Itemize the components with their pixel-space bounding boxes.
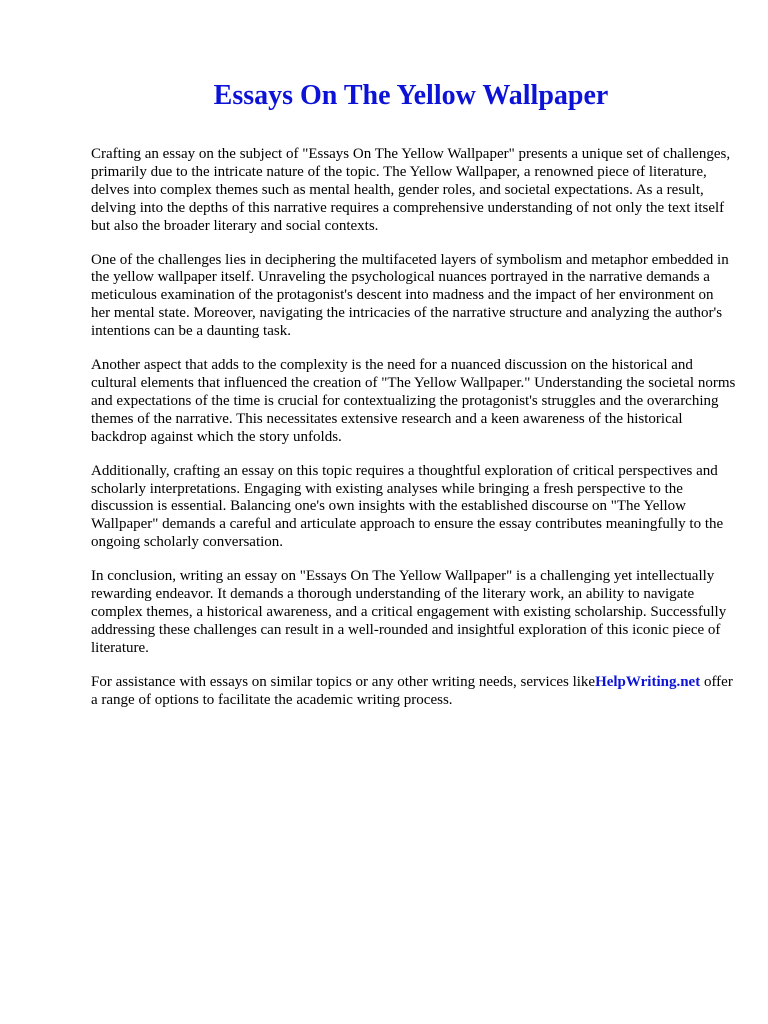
paragraph-4: Additionally, crafting an essay on this topic requires a thoughtful exploration of critical perspectives and scholarly interpretations. Engaging with existing analyses while bringing a fresh perspective to the discussion is essential. Balancing one's own insights with the established discourse on "The Yellow Wallpaper" demands a careful and articulate approach to ensure the essay contributes meaningfully to the ongoing scholarly conversation.	[91, 462, 724, 551]
closing-text-after-link: offer a range of options to facilitate the academic writing process.	[91, 673, 733, 708]
closing-paragraph	[91, 674, 736, 710]
paragraph-2: One of the challenges lies in deciphering the multifaceted layers of symbolism and metaphor embedded in the yellow wallpaper itself. Unraveling the psychological nuances portrayed in the narrative demands a meticulous examination of the protagonist's descent into madness and the impact of her environment on her mental state. Moreover, navigating the intricacies of the narrative structure and analyzing the author's intentions can be a daunting task.	[91, 251, 729, 340]
paragraph-1: Crafting an essay on the subject of "Essays On The Yellow Wallpaper" presents a unique set of challenges, primarily due to the intricate nature of the topic. The Yellow Wallpaper, a renowned piece of literature, delves into complex themes such as mental health, gender roles, and societal expectations. As a result, delving into the depths of this narrative requires a comprehensive understanding of not only the text itself but also the broader literary and social contexts.	[91, 146, 731, 234]
closing-text-before-link: For assistance with essays on similar topics or any other writing needs, services like	[91, 673, 596, 690]
paragraph-5: In conclusion, writing an essay on "Essays On The Yellow Wallpaper" is a challenging yet intellectually rewarding endeavor. It demands a thorough understanding of the literary work, an ability to navigate complex themes, a historical awareness, and a critical engagement with existing scholarship. Successfully addressing these challenges can result in a well-rounded and insightful exploration of this iconic piece of literature.	[91, 568, 727, 656]
page-title: Essays On The Yellow Wallpaper	[213, 80, 609, 111]
paragraph-3: Another aspect that adds to the complexity is the need for a nuanced discussion on the historical and cultural elements that influenced the creation of "The Yellow Wallpaper." Understanding the societal norms and expectations of the time is crucial for contextualizing the protagonist's struggles and the overarching themes of the narrative. This necessitates extensive research and a keen awareness of the historical backdrop against which the story unfolds.	[91, 357, 736, 445]
document-body	[91, 146, 736, 725]
helpwriting-link[interactable]: HelpWriting.net	[595, 673, 701, 690]
